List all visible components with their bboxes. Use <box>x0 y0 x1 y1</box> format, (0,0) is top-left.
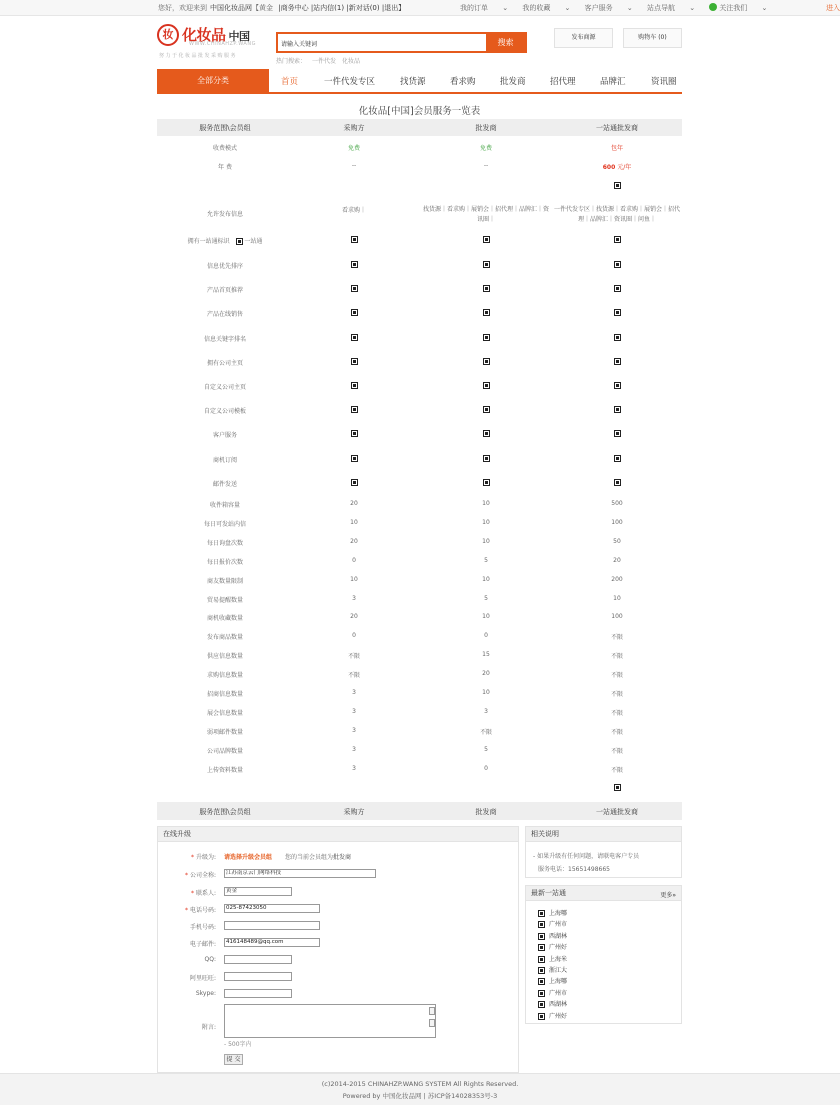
checkbox-icon <box>483 455 490 462</box>
upgrade-to-row: * 升级为: 请选择升级会员组 您的当前会员组为批发商 <box>191 854 352 861</box>
row-label: 供应信息数量 <box>206 653 243 660</box>
value-cell: 10 <box>350 576 358 583</box>
cart-button[interactable]: 购物车 (0) <box>623 28 682 48</box>
customer-service-link[interactable]: 客户服务 ⌄ <box>584 4 633 12</box>
value-cell: 5 <box>484 746 488 753</box>
row-label: 求购信息数量 <box>206 672 243 679</box>
yizhantong-badge-icon <box>236 238 243 245</box>
user-name: 【黄金 <box>252 4 273 12</box>
hot-search-label: 热门搜索： <box>276 58 307 65</box>
footer-copyright: (c)2014-2015 CHINAHZP.WANG SYSTEM All Rights Reserved. <box>321 1080 519 1088</box>
follow-us-link[interactable]: 关注我们 ⌄ <box>709 4 767 12</box>
logo-mark: 妆 <box>157 24 179 46</box>
message-textarea[interactable] <box>224 1004 436 1038</box>
inbox-link[interactable]: |站内信(1) <box>310 4 345 12</box>
check-cell <box>304 285 404 292</box>
phone-input[interactable]: 025-87423050 <box>224 904 320 913</box>
checkbox-icon <box>614 406 621 413</box>
skype-input[interactable] <box>224 989 292 998</box>
row-label: 贸易提醒数量 <box>206 597 243 604</box>
checkbox-icon <box>483 334 490 341</box>
checkbox-icon <box>483 285 490 292</box>
yizhantong-badge-icon <box>538 1001 545 1008</box>
checkbox-icon <box>614 784 621 791</box>
check-cell <box>421 406 551 413</box>
row-label: 公司品牌数量 <box>206 748 243 755</box>
check-cell <box>552 358 682 365</box>
row-label: 允许发布信息 <box>206 211 243 218</box>
row-label: 拥有公司主页 <box>206 360 243 367</box>
check-cell <box>552 406 682 413</box>
latest-list-item[interactable]: 西湖林 <box>538 931 567 940</box>
yizhantong-badge-icon <box>538 978 545 985</box>
checkbox-icon <box>614 334 621 341</box>
value-cell: 10 <box>350 519 358 526</box>
site-logo[interactable] <box>157 24 269 64</box>
row-label: 招商信息数量 <box>206 691 243 698</box>
checkbox-icon <box>483 382 490 389</box>
company-name-input[interactable]: 江苏南京云门网络科技 <box>224 869 376 878</box>
row-label: 每日可发站内信 <box>203 521 246 528</box>
checkbox-icon <box>483 406 490 413</box>
checkbox-icon <box>614 261 621 268</box>
value-cell: 3 <box>484 708 488 715</box>
allow-publish-yizhantong: 一件代发专区｜找货源｜看求购｜展销会｜招代理｜品牌汇｜资讯圈｜问鱼｜ <box>553 206 680 223</box>
header-scope: 服务范围\会员组 <box>199 124 251 132</box>
value-cell: 20 <box>350 500 358 507</box>
check-cell <box>552 479 682 486</box>
yizhantong-checkbox[interactable] <box>552 182 682 189</box>
form-row <box>158 973 518 983</box>
nav-item-agents[interactable]: 招代理 <box>550 77 576 87</box>
check-cell <box>304 382 404 389</box>
nav-item-find-source[interactable]: 找货源 <box>400 77 426 87</box>
value-cell: 0 <box>484 632 488 639</box>
form-label: 附言: <box>201 1024 216 1031</box>
table-title: 化妆品[中国]会员服务一览表 <box>358 106 481 117</box>
nav-item-news[interactable]: 资讯圈 <box>651 77 677 87</box>
check-cell <box>552 784 682 791</box>
table-footer-header-row <box>157 802 682 820</box>
yizhantong-badge-icon <box>538 921 545 928</box>
scroll-down-icon[interactable] <box>429 1019 435 1027</box>
checkbox-icon <box>351 261 358 268</box>
value-cell: 3 <box>352 708 356 715</box>
row-label: 每日询盘次数 <box>206 540 243 547</box>
value-cell: 50 <box>613 538 621 545</box>
row-label: 信息关键字排名 <box>203 336 246 343</box>
checkbox-icon <box>483 236 490 243</box>
latest-list-item[interactable]: 上海哪 <box>538 908 567 917</box>
check-cell <box>421 358 551 365</box>
search-input[interactable]: 请输入关键词 <box>281 41 318 48</box>
checkbox-icon <box>483 358 490 365</box>
email-input[interactable]: 416148489@qq.com <box>224 938 320 947</box>
checkbox-icon <box>351 406 358 413</box>
value-cell: 0 <box>352 557 356 564</box>
site-nav-link[interactable]: 站点导航 ⌄ <box>646 4 696 12</box>
value-cell: 3 <box>352 765 356 772</box>
checkbox-icon <box>351 334 358 341</box>
value-cell: 10 <box>482 500 490 507</box>
check-cell <box>304 236 404 243</box>
value-cell: 0 <box>352 632 356 639</box>
row-label: 发布商品数量 <box>206 634 243 641</box>
table-header-row <box>157 119 682 136</box>
row-label: 自定义公司模板 <box>203 408 246 415</box>
row-label: 每日报价次数 <box>206 559 243 566</box>
value-cell: 0 <box>484 765 488 772</box>
checkbox-icon <box>614 430 621 437</box>
header-scope: 服务范围\会员组 <box>199 808 251 816</box>
check-cell <box>304 479 404 486</box>
value-cell: 20 <box>350 538 358 545</box>
form-row <box>158 922 518 932</box>
publish-source-button[interactable]: 发布商源 <box>554 28 613 48</box>
check-cell <box>421 261 551 268</box>
fee-mode-wholesaler: 免费 <box>479 145 492 152</box>
check-cell <box>552 382 682 389</box>
row-label: 商友数量限制 <box>206 578 243 585</box>
value-cell: 不限 <box>610 729 623 736</box>
yizhantong-badge-icon <box>538 944 545 951</box>
more-link[interactable]: 更多» <box>660 892 676 899</box>
form-row <box>158 990 518 1000</box>
logout-link[interactable]: |退出】 <box>381 4 406 12</box>
check-cell <box>304 261 404 268</box>
search-box <box>276 32 527 53</box>
greeting-text: 您好，欢迎来到 <box>158 4 207 12</box>
row-label: 信息优先排序 <box>206 263 243 270</box>
upgrade-panel-title: 在线升级 <box>158 827 518 842</box>
header-yizhantong: 一站通批发商 <box>596 124 638 132</box>
corner-enter-link[interactable]: 进入 <box>826 4 840 12</box>
value-cell: 不限 <box>610 748 623 755</box>
check-cell <box>304 358 404 365</box>
checkbox-icon <box>614 309 621 316</box>
row-label: 邮件发送 <box>212 481 237 488</box>
value-cell: 不限 <box>347 672 360 679</box>
checkbox-icon <box>351 236 358 243</box>
fee-mode-yizhantong: 包年 <box>610 145 623 152</box>
latest-list-item[interactable]: 广州市 <box>538 988 567 997</box>
aliwangwang-input[interactable] <box>224 972 292 981</box>
form-row <box>158 888 518 898</box>
site-name-link[interactable]: 中国化妆品网 <box>210 4 252 12</box>
value-cell: 10 <box>482 538 490 545</box>
check-cell <box>552 285 682 292</box>
row-label: 产品首页推荐 <box>206 287 243 294</box>
checkbox-icon <box>351 382 358 389</box>
form-row <box>158 905 518 915</box>
checkbox-icon <box>351 309 358 316</box>
header-yizhantong: 一站通批发商 <box>596 808 638 816</box>
search-button[interactable]: 搜索 <box>486 34 525 51</box>
checkbox-icon <box>614 236 621 243</box>
main-nav <box>157 69 682 94</box>
value-cell: 10 <box>482 613 490 620</box>
value-cell: 10 <box>482 519 490 526</box>
latest-yizhantong-panel <box>525 885 682 1024</box>
checkbox-icon <box>614 479 621 486</box>
annual-fee-wholesaler: -- <box>483 162 489 169</box>
row-label: 拥有一站通标识 一站通 <box>187 238 263 245</box>
current-group-text: 您的当前会员组为批发商 <box>285 854 352 861</box>
nav-item-dropship[interactable]: 一件代发专区 <box>324 77 376 87</box>
qq-input[interactable] <box>224 955 292 964</box>
footer-powered: Powered by 中国化妆品网 | 苏ICP备14028353号-3 <box>342 1092 498 1100</box>
checkbox-icon <box>351 430 358 437</box>
check-cell <box>421 382 551 389</box>
latest-list-item[interactable]: 上海哪 <box>538 976 567 985</box>
check-cell <box>304 430 404 437</box>
annual-fee-buyer: -- <box>351 162 357 169</box>
checkbox-icon <box>483 309 490 316</box>
yizhantong-badge-icon <box>538 990 545 997</box>
value-cell: 不限 <box>479 729 492 736</box>
wechat-icon <box>709 3 717 11</box>
checkbox-icon <box>483 430 490 437</box>
form-label: Skype: <box>195 990 216 997</box>
logo-domain: WWW.CHINAHZP.WANG <box>189 41 256 47</box>
value-cell: 不限 <box>610 767 623 774</box>
form-row <box>158 870 518 880</box>
header-wholesaler: 批发商 <box>475 124 497 132</box>
row-label: 上传资料数量 <box>206 767 243 774</box>
latest-list-item[interactable]: 上海米 <box>538 954 567 963</box>
yizhantong-badge-icon <box>538 933 545 940</box>
checkbox-icon <box>351 358 358 365</box>
value-cell: 不限 <box>610 653 623 660</box>
my-favorites-link[interactable]: 我的收藏 ⌄ <box>522 4 571 12</box>
nav-item-brands[interactable]: 品牌汇 <box>600 77 626 87</box>
latest-list-item[interactable]: 广州好 <box>538 942 567 951</box>
check-cell <box>421 479 551 486</box>
checkbox-icon <box>614 455 621 462</box>
value-cell: 5 <box>484 595 488 602</box>
nav-item-buy-requests[interactable]: 看求购 <box>450 77 476 87</box>
value-cell: 不限 <box>610 672 623 679</box>
value-cell: 20 <box>613 557 621 564</box>
mobile-input[interactable] <box>224 921 320 930</box>
value-cell: 3 <box>352 746 356 753</box>
notice-phone: 服务电话：15651498665 <box>538 866 610 873</box>
footer <box>0 1073 840 1105</box>
check-cell <box>552 309 682 316</box>
form-label: QQ: <box>204 956 216 963</box>
top-bar-right <box>460 3 779 13</box>
row-label: 年 费 <box>218 164 232 171</box>
message-limit-note: - 500字内 <box>224 1041 252 1048</box>
check-cell <box>552 334 682 341</box>
value-cell: 100 <box>611 613 623 620</box>
value-cell: 15 <box>482 651 490 658</box>
upgrade-panel <box>157 826 519 1073</box>
value-cell: 不限 <box>610 634 623 641</box>
latest-list-item[interactable]: 广州市 <box>538 919 567 928</box>
value-cell: 100 <box>611 519 623 526</box>
new-chat-link[interactable]: |新对话(0) <box>346 4 380 12</box>
value-cell: 5 <box>484 557 488 564</box>
checkbox-icon <box>614 285 621 292</box>
nav-item-wholesalers[interactable]: 批发商 <box>500 77 526 87</box>
yizhantong-badge-icon <box>538 956 545 963</box>
check-cell <box>421 430 551 437</box>
value-cell: 500 <box>611 500 623 507</box>
hot-search <box>276 56 360 65</box>
my-orders-link[interactable]: 我的订单 ⌄ <box>460 4 509 12</box>
value-cell: 20 <box>350 613 358 620</box>
check-cell <box>304 309 404 316</box>
top-bar-left <box>158 3 405 13</box>
yizhantong-badge-icon <box>538 1013 545 1020</box>
form-label: 手机号码: <box>189 924 216 931</box>
checkbox-icon <box>351 285 358 292</box>
submit-button[interactable]: 提 交 <box>224 1054 243 1065</box>
check-cell <box>552 455 682 462</box>
annual-fee-yizhantong: 600 元/年 <box>602 164 632 171</box>
row-label: 弱项邮件数量 <box>206 729 243 736</box>
check-cell <box>421 334 551 341</box>
row-label: 收费模式 <box>212 145 237 152</box>
check-cell <box>304 406 404 413</box>
nav-item-home[interactable]: 首页 <box>281 77 299 87</box>
check-cell <box>421 285 551 292</box>
row-label: 产品在线销售 <box>206 311 243 318</box>
allow-publish-buyer: 看求购｜ <box>341 207 366 214</box>
row-label: 商机订阅 <box>212 457 237 464</box>
check-cell <box>552 261 682 268</box>
checkbox-icon <box>351 455 358 462</box>
check-cell <box>421 309 551 316</box>
form-row <box>158 1022 518 1032</box>
latest-list-item[interactable]: 浙江大 <box>538 965 567 974</box>
form-label: 阿里旺旺: <box>189 975 216 982</box>
contact-person-input[interactable]: 黄金 <box>224 887 292 896</box>
header-buyer: 采购方 <box>343 808 365 816</box>
checkbox-icon <box>351 479 358 486</box>
value-cell: 不限 <box>610 691 623 698</box>
value-cell: 3 <box>352 689 356 696</box>
latest-list-item[interactable]: 西湖林 <box>538 999 567 1008</box>
header-buyer: 采购方 <box>343 124 365 132</box>
checkbox-icon <box>483 479 490 486</box>
yizhantong-badge-icon <box>538 967 545 974</box>
latest-list-item[interactable]: 广州好 <box>538 1011 567 1020</box>
checkbox-icon <box>614 358 621 365</box>
logo-brand: 化妆品 中国 <box>182 26 250 44</box>
notice-panel <box>525 826 682 878</box>
fee-mode-buyer: 免费 <box>347 145 360 152</box>
checkbox-icon <box>483 261 490 268</box>
value-cell: 200 <box>611 576 623 583</box>
form-row <box>158 939 518 949</box>
hot-term-link[interactable]: 化妆品 <box>342 58 361 65</box>
latest-panel-title: 最新一站通 <box>526 886 681 901</box>
value-cell: 不限 <box>347 653 360 660</box>
value-cell: 10 <box>482 576 490 583</box>
form-label: * 电话号码: <box>185 907 216 914</box>
value-cell: 3 <box>352 727 356 734</box>
top-bar <box>0 0 840 16</box>
checkbox-icon <box>614 182 621 189</box>
header-wholesaler: 批发商 <box>475 808 497 816</box>
hot-term-link[interactable]: 一件代发 <box>312 58 337 65</box>
value-cell: 10 <box>613 595 621 602</box>
form-label: * 联系人: <box>191 890 216 897</box>
form-label: 电子邮件: <box>189 941 216 948</box>
notice-text: - 如果升级有任何问题，请联电客户专员 <box>533 853 640 860</box>
check-cell <box>421 455 551 462</box>
value-cell: 20 <box>482 670 490 677</box>
yizhantong-badge-icon <box>538 910 545 917</box>
scroll-up-icon[interactable] <box>429 1007 435 1015</box>
row-label: 自定义公司主页 <box>203 384 246 391</box>
row-label: 商机收藏数量 <box>206 615 243 622</box>
allow-publish-wholesaler: 找货源｜看求购｜展销会｜招代理｜品牌汇｜资讯圈｜ <box>422 206 549 223</box>
check-cell <box>421 236 551 243</box>
value-cell: 3 <box>352 595 356 602</box>
form-row <box>158 956 518 966</box>
checkbox-icon <box>614 382 621 389</box>
logo-slogan: 努力于化妆品批发采购服务 <box>159 53 238 59</box>
business-center-link[interactable]: |商务中心 <box>278 4 309 12</box>
value-cell: 不限 <box>610 710 623 717</box>
value-cell: 10 <box>482 689 490 696</box>
row-label: 收件箱容量 <box>209 502 240 509</box>
notice-panel-title: 相关说明 <box>526 827 681 842</box>
upgrade-group-select[interactable]: 请选择升级会员组 <box>224 854 273 861</box>
check-cell <box>552 236 682 243</box>
all-categories-button[interactable]: 全部分类 <box>157 69 269 94</box>
form-label: * 公司全称: <box>185 872 216 879</box>
check-cell <box>304 455 404 462</box>
row-label: 展会信息数量 <box>206 710 243 717</box>
row-label: 客户服务 <box>212 432 237 439</box>
check-cell <box>552 430 682 437</box>
check-cell <box>304 334 404 341</box>
